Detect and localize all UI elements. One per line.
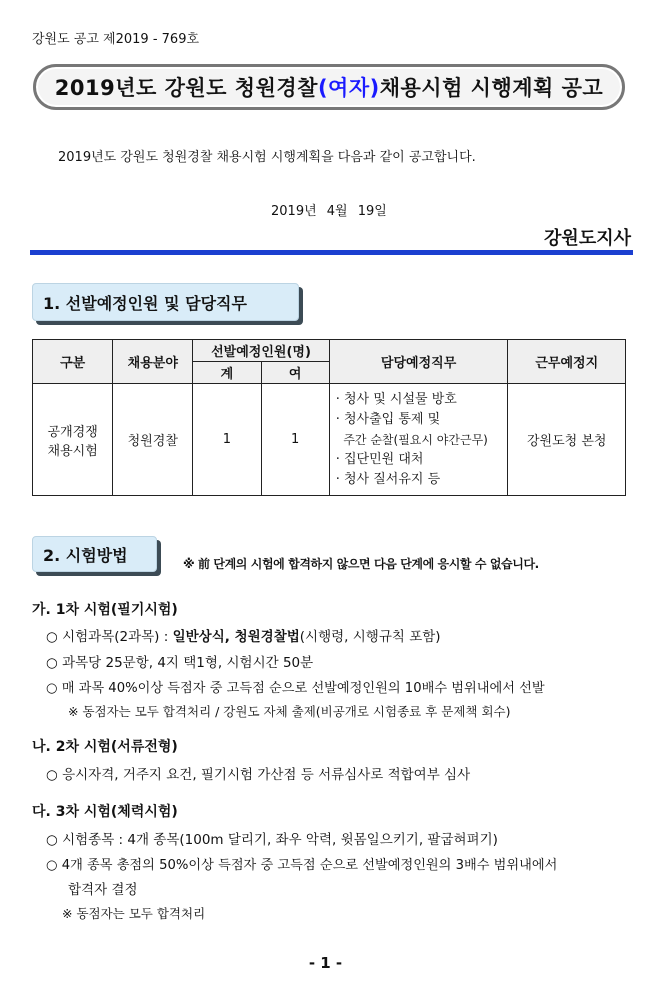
stage3-title: 다. 3차 시험(체력시험) <box>32 804 178 820</box>
stage3-criteria: ○ 4개 종목 총점의 50%이상 득점자 중 고득점 순으로 선발예정인원의 3배수 범위내에서 <box>46 858 558 873</box>
section1-heading: 1. 선발예정인원 및 담당직무 <box>32 283 299 321</box>
duty-item: · 청사 질서유지 등 <box>335 471 441 487</box>
table-row <box>33 384 626 496</box>
th-total: 계 <box>193 362 261 384</box>
th-field: 채용분야 <box>113 340 193 384</box>
selection-table <box>32 339 626 496</box>
cell-location: 강원도청 본청 <box>508 384 626 496</box>
stage1-title: 가. 1차 시험(필기시험) <box>32 602 178 618</box>
stage1-format: ○ 과목당 25문항, 4지 택1형, 시험시간 50분 <box>46 655 314 671</box>
issuer-name: 강원도지사 <box>544 228 631 249</box>
page-number: - 1 - <box>308 954 343 972</box>
duty-item: · 청사 및 시설물 방호 <box>335 391 457 407</box>
duty-item: · 청사출입 통제 및 <box>335 411 441 427</box>
stage3-note: ※ 동점자는 모두 합격처리 <box>62 906 206 921</box>
divider-rule <box>30 250 633 255</box>
stage2-detail: ○ 응시자격, 거주지 요건, 필기시험 가산점 등 서류심사로 적합여부 심사 <box>46 767 471 783</box>
th-category: 구분 <box>33 340 113 384</box>
notice-number: 강원도 공고 제2019 - 769호 <box>32 32 200 47</box>
stage1-subjects-pre: ○ 시험과목(2과목) : <box>46 629 173 645</box>
cell-duties <box>329 384 508 496</box>
cell-field: 청원경찰 <box>113 384 193 496</box>
intro-text: 2019년도 강원도 청원경찰 채용시험 시행계획을 다음과 같이 공고합니다. <box>58 150 476 165</box>
stage1-subjects-bold: 일반상식, 청원경찰법 <box>172 629 300 645</box>
stage1-note: ※ 동점자는 모두 합격처리 / 강원도 자체 출제(비공개로 시험종료 후 문제책 회수) <box>68 704 511 719</box>
stage2-title: 나. 2차 시험(서류전형) <box>32 739 178 755</box>
duty-item: 주간 순찰(필요시 야간근무) <box>335 432 488 447</box>
th-duties: 담당예정직무 <box>329 340 508 384</box>
cell-total: 1 <box>193 384 261 496</box>
stage1-subjects-post: (시행령, 시행규칙 포함) <box>299 629 441 645</box>
notice-date: 2019년 4월 19일 <box>271 204 387 219</box>
stage1-subjects <box>46 625 441 645</box>
th-female: 여 <box>261 362 329 384</box>
title-rest: 채용시험 시행계획 공고 <box>379 76 604 100</box>
title-main: 2019년도 강원도 청원경찰 <box>54 76 318 100</box>
stage1-criteria: ○ 매 과목 40%이상 득점자 중 고득점 순으로 선발예정인원의 10배수 범위내에서 선발 <box>46 681 545 696</box>
th-quota: 선발예정인원(명) <box>193 340 329 362</box>
cell-female: 1 <box>261 384 329 496</box>
th-location: 근무예정지 <box>508 340 626 384</box>
duty-item: · 집단민원 대처 <box>335 451 424 467</box>
cell-category: 공개경쟁 채용시험 <box>33 384 113 496</box>
title-accent: (여자) <box>317 76 380 100</box>
stage3-criteria-cont: 합격자 결정 <box>68 882 138 898</box>
stage3-events: ○ 시험종목 : 4개 종목(100m 달리기, 좌우 악력, 윗몸일으키기, 팔굽혀펴기) <box>46 832 498 848</box>
page-title <box>33 64 625 110</box>
warning-note: ※ 前 단계의 시험에 합격하지 않으면 다음 단계에 응시할 수 없습니다. <box>183 557 539 571</box>
section2-heading: 2. 시험방법 <box>32 536 157 572</box>
